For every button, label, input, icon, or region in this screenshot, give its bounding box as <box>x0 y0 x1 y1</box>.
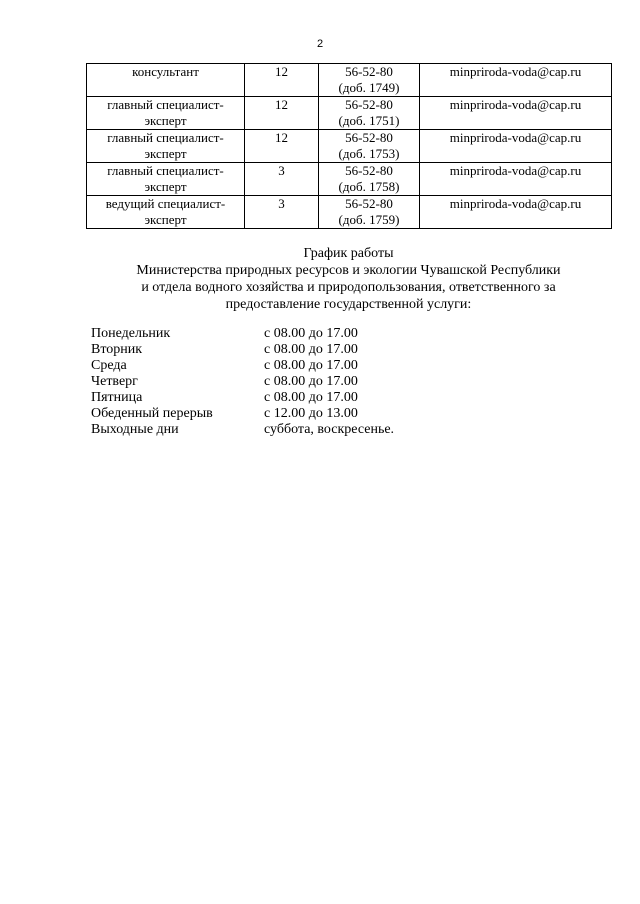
phone-cell <box>319 64 420 97</box>
schedule-hours: с 08.00 до 17.00 <box>264 342 358 357</box>
schedule-hours: с 08.00 до 17.00 <box>264 374 358 389</box>
phone-cell <box>319 97 420 130</box>
schedule-hours: с 12.00 до 13.00 <box>264 406 358 421</box>
schedule-day: Понедельник <box>91 326 171 341</box>
schedule-hours: с 08.00 до 17.00 <box>264 358 358 373</box>
schedule-subtitle-line: и отдела водного хозяйства и природопользования, ответственного за <box>141 280 556 295</box>
phone-extension: (доб. 1751) <box>338 113 400 128</box>
phone-number: 56-52-80 <box>345 64 393 79</box>
phone-extension: (доб. 1758) <box>338 179 400 194</box>
schedule-day: Выходные дни <box>91 422 179 437</box>
position-cell: главный специалист-эксперт <box>87 163 245 196</box>
phone-extension: (доб. 1759) <box>338 212 400 227</box>
room-cell: 12 <box>245 130 319 163</box>
schedule-row <box>91 326 394 342</box>
schedule-row <box>91 406 394 422</box>
page-number: 2 <box>316 38 324 50</box>
work-schedule <box>91 326 394 438</box>
room-cell: 12 <box>245 97 319 130</box>
schedule-subtitle-line: Министерства природных ресурсов и экологии Чувашской Республики <box>136 263 561 278</box>
room-cell: 3 <box>245 196 319 229</box>
schedule-day: Четверг <box>91 374 138 389</box>
email-cell: minpriroda-voda@cap.ru <box>420 163 612 196</box>
schedule-row <box>91 374 394 390</box>
schedule-hours: с 08.00 до 17.00 <box>264 326 358 341</box>
phone-number: 56-52-80 <box>345 163 393 178</box>
schedule-subtitle-line: предоставление государственной услуги: <box>225 297 472 312</box>
position-cell: консультант <box>87 64 245 97</box>
schedule-day: Обеденный перерыв <box>91 406 213 421</box>
position-cell: ведущий специалист-эксперт <box>87 196 245 229</box>
schedule-row <box>91 422 394 438</box>
schedule-heading <box>86 245 611 313</box>
table-row <box>87 196 612 229</box>
schedule-hours: суббота, воскресенье. <box>264 422 395 437</box>
schedule-title: График работы <box>303 246 394 261</box>
table-row <box>87 130 612 163</box>
table-row <box>87 163 612 196</box>
email-cell: minpriroda-voda@cap.ru <box>420 64 612 97</box>
schedule-day: Вторник <box>91 342 143 357</box>
phone-number: 56-52-80 <box>345 130 393 145</box>
phone-number: 56-52-80 <box>345 196 393 211</box>
room-cell: 3 <box>245 163 319 196</box>
email-cell: minpriroda-voda@cap.ru <box>420 130 612 163</box>
phone-cell <box>319 196 420 229</box>
phone-cell <box>319 163 420 196</box>
schedule-row <box>91 390 394 406</box>
schedule-hours: с 08.00 до 17.00 <box>264 390 358 405</box>
position-cell: главный специалист-эксперт <box>87 97 245 130</box>
email-cell: minpriroda-voda@cap.ru <box>420 97 612 130</box>
email-cell: minpriroda-voda@cap.ru <box>420 196 612 229</box>
schedule-day: Среда <box>91 358 127 373</box>
schedule-row <box>91 342 394 358</box>
room-cell: 12 <box>245 64 319 97</box>
phone-extension: (доб. 1749) <box>338 80 400 95</box>
phone-cell <box>319 130 420 163</box>
phone-number: 56-52-80 <box>345 97 393 112</box>
schedule-row <box>91 358 394 374</box>
position-cell: главный специалист-эксперт <box>87 130 245 163</box>
table-row <box>87 64 612 97</box>
staff-contacts-table <box>86 63 612 229</box>
schedule-day: Пятница <box>91 390 143 405</box>
phone-extension: (доб. 1753) <box>338 146 400 161</box>
table-row <box>87 97 612 130</box>
